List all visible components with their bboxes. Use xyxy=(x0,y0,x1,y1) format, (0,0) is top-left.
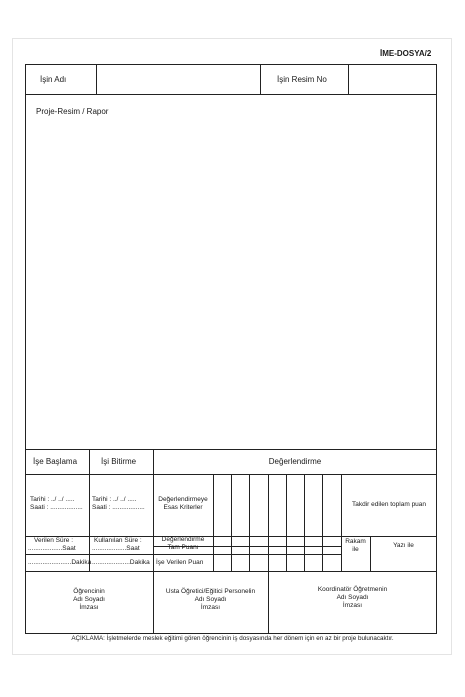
header-divider xyxy=(25,94,437,95)
table-column-line xyxy=(304,474,305,571)
given-time-label: Verilen Süre : xyxy=(34,537,74,544)
coordinator-signature-label: Koordinatör Öğretmenin xyxy=(317,586,388,593)
table-column-line xyxy=(268,474,269,571)
table-top-line xyxy=(25,449,437,450)
student-signature-label: Öğrencinin xyxy=(73,588,105,595)
criteria-label: Esas Kriterler xyxy=(163,504,203,511)
form-code: İME-DOSYA/2 xyxy=(380,49,432,58)
job-name-field[interactable] xyxy=(97,66,259,92)
table-column-line xyxy=(213,474,214,571)
full-score-label: Tam Puanı xyxy=(167,544,199,551)
student-name-label: Adı Soyadı xyxy=(73,596,105,603)
start-date-field[interactable]: Tarihi : ../ ../ ..... xyxy=(30,496,75,503)
table-column-line xyxy=(89,449,90,571)
start-time-field[interactable]: Saati : .................. xyxy=(30,504,83,511)
header-separator xyxy=(260,64,261,94)
awarded-total-label: Takdir edilen toplam puan xyxy=(351,501,427,508)
master-signature-label: Usta Öğretici/Eğitici Personelin xyxy=(165,588,256,595)
footnote: AÇIKLAMA: İşletmelerde meslek eğitimi gören öğrencinin iş dosyasında her dönem için en az bir proje bulunacaktır. xyxy=(71,635,394,642)
drawing-no-field[interactable] xyxy=(349,66,435,92)
table-column-line xyxy=(286,474,287,571)
table-column-line xyxy=(341,474,342,571)
finish-date-field[interactable]: Tarihi : ../ ../ ..... xyxy=(92,496,137,503)
evaluation-label: Değerlendirme xyxy=(268,457,322,466)
table-column-line xyxy=(322,474,323,571)
table-column-line xyxy=(249,474,250,571)
table-line xyxy=(25,571,437,572)
criteria-label: Değerlendirmeye xyxy=(158,496,208,503)
section-label: Proje-Resim / Rapor xyxy=(36,107,109,116)
student-sign-label: İmzası xyxy=(79,604,99,611)
job-score-label: İşe Verilen Puan xyxy=(156,559,204,566)
used-time-label: Kullanılan Süre : xyxy=(94,537,142,544)
given-minutes-field[interactable]: ........................Dakika xyxy=(28,559,92,566)
table-column-line xyxy=(231,474,232,571)
used-minutes-field[interactable]: .....................Dakika xyxy=(92,559,150,566)
in-digits-label: ile xyxy=(352,546,359,553)
table-line xyxy=(25,554,341,555)
drawing-area[interactable] xyxy=(27,96,435,448)
finish-time-field[interactable]: Saati : .................. xyxy=(92,504,145,511)
finish-label: İşi Bitirme xyxy=(101,457,137,466)
drawing-no-label: İşin Resim No xyxy=(277,75,327,84)
master-sign-label: İmzası xyxy=(200,604,221,611)
given-time-field[interactable]: ...................Saat xyxy=(28,545,76,552)
start-label: İşe Başlama xyxy=(33,457,78,466)
in-digits-label: Rakam xyxy=(345,538,366,545)
in-words-label: Yazı ile xyxy=(393,542,414,549)
master-name-label: Adı Soyadı xyxy=(194,596,227,603)
used-time-field[interactable]: ...................Saat xyxy=(92,545,140,552)
full-score-label: Değerlendirme xyxy=(161,536,205,543)
job-name-label: İşin Adı xyxy=(40,75,67,84)
coordinator-sign-label: İmzası xyxy=(342,602,363,609)
coordinator-name-label: Adı Soyadı xyxy=(336,594,369,601)
